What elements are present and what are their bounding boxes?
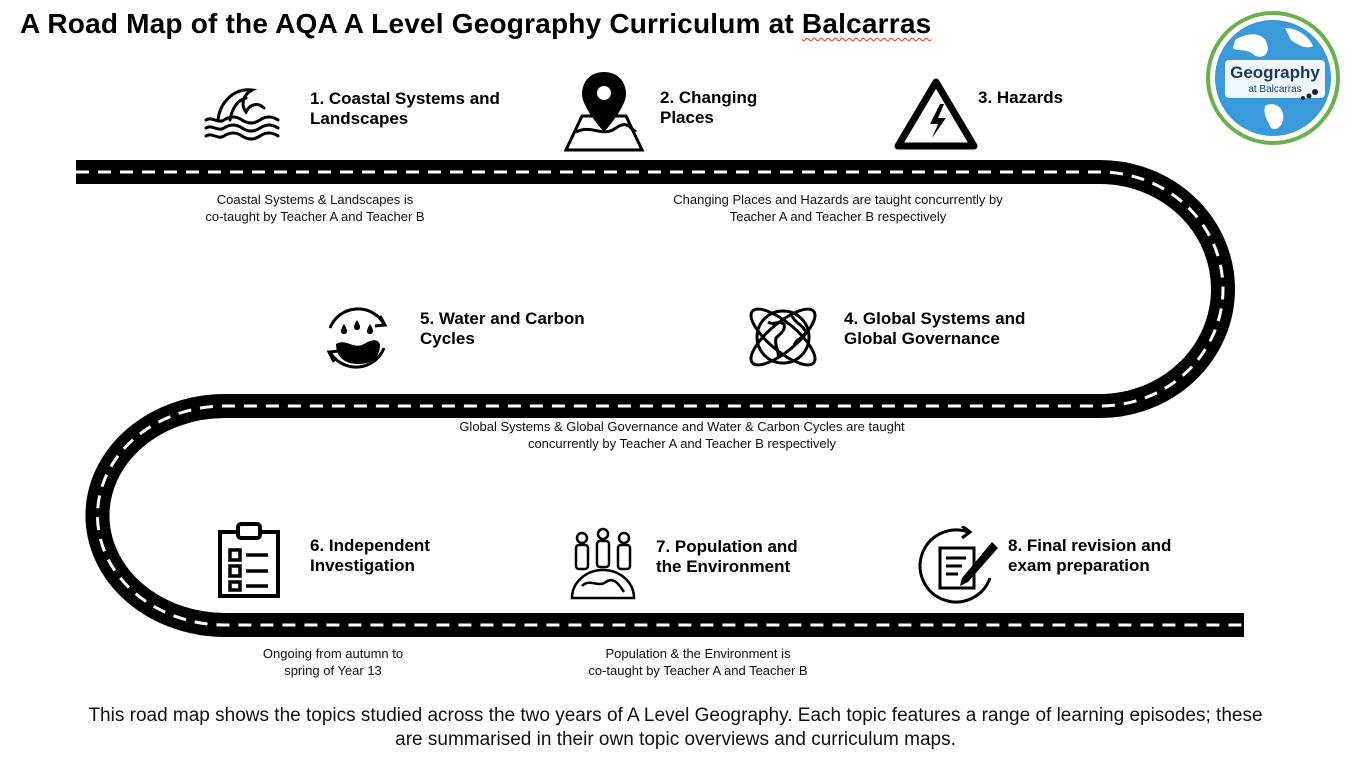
- topic-3-label: 3. Hazards: [978, 88, 1064, 107]
- wave-icon: [200, 82, 284, 142]
- note-line: co-taught by Teacher A and Teacher B: [588, 663, 808, 678]
- globe-orbit-icon: [740, 294, 826, 380]
- revision-pencil-icon: [918, 526, 1002, 604]
- note-line: Ongoing from autumn to: [262, 646, 404, 661]
- note-population: [528, 645, 868, 679]
- map-pin-icon: [562, 68, 646, 152]
- topic-6-label: 6. Independent Investigation: [310, 536, 430, 575]
- note-global-water: [380, 418, 984, 452]
- topic-2-label: 2. Changing Places: [660, 88, 758, 127]
- people-globe-icon: [568, 526, 638, 602]
- note-places-hazards: [600, 191, 1076, 225]
- title-prefix: A Road Map of the AQA A Level Geography Curriculum at: [20, 8, 802, 39]
- logo-subtitle: at Balcarras: [1248, 84, 1302, 95]
- topic-8-label: 8. Final revision and exam preparation: [1008, 536, 1172, 575]
- note-line: co-taught by Teacher A and Teacher B: [205, 209, 425, 224]
- note-line: concurrently by Teacher A and Teacher B respectively: [527, 436, 837, 451]
- note-line: Teacher A and Teacher B respectively: [729, 209, 947, 224]
- footer-caption: [0, 704, 1351, 752]
- note-line: Global Systems & Global Governance and Water & Carbon Cycles are taught: [459, 419, 905, 434]
- note-coastal: [150, 191, 480, 225]
- logo-title: Geography: [1230, 63, 1320, 82]
- note-line: Coastal Systems & Landscapes is: [216, 192, 414, 207]
- note-line: spring of Year 13: [284, 663, 382, 678]
- note-line: Changing Places and Hazards are taught concurrently by: [673, 192, 1003, 207]
- title-school: Balcarras: [801, 8, 932, 39]
- topic-5-label: 5. Water and Carbon Cycles: [420, 309, 585, 348]
- geography-logo: [1205, 10, 1341, 146]
- clipboard-checklist-icon: [216, 522, 282, 600]
- topic-4-label: 4. Global Systems and Global Governance: [844, 309, 1026, 348]
- water-cycle-icon: [318, 300, 396, 376]
- note-line: Population & the Environment is: [605, 646, 791, 661]
- footer-line-2: are summarised in their own topic overviews and curriculum maps.: [395, 729, 956, 750]
- footer-line-1: This road map shows the topics studied across the two years of A Level Geography. Each topic features a range of learning episodes; these: [88, 705, 1263, 726]
- hazard-warning-icon: [894, 76, 978, 150]
- topic-7-label: 7. Population and the Environment: [656, 537, 798, 576]
- topic-1-label: 1. Coastal Systems and Landscapes: [310, 89, 500, 128]
- note-investigation: [213, 645, 453, 679]
